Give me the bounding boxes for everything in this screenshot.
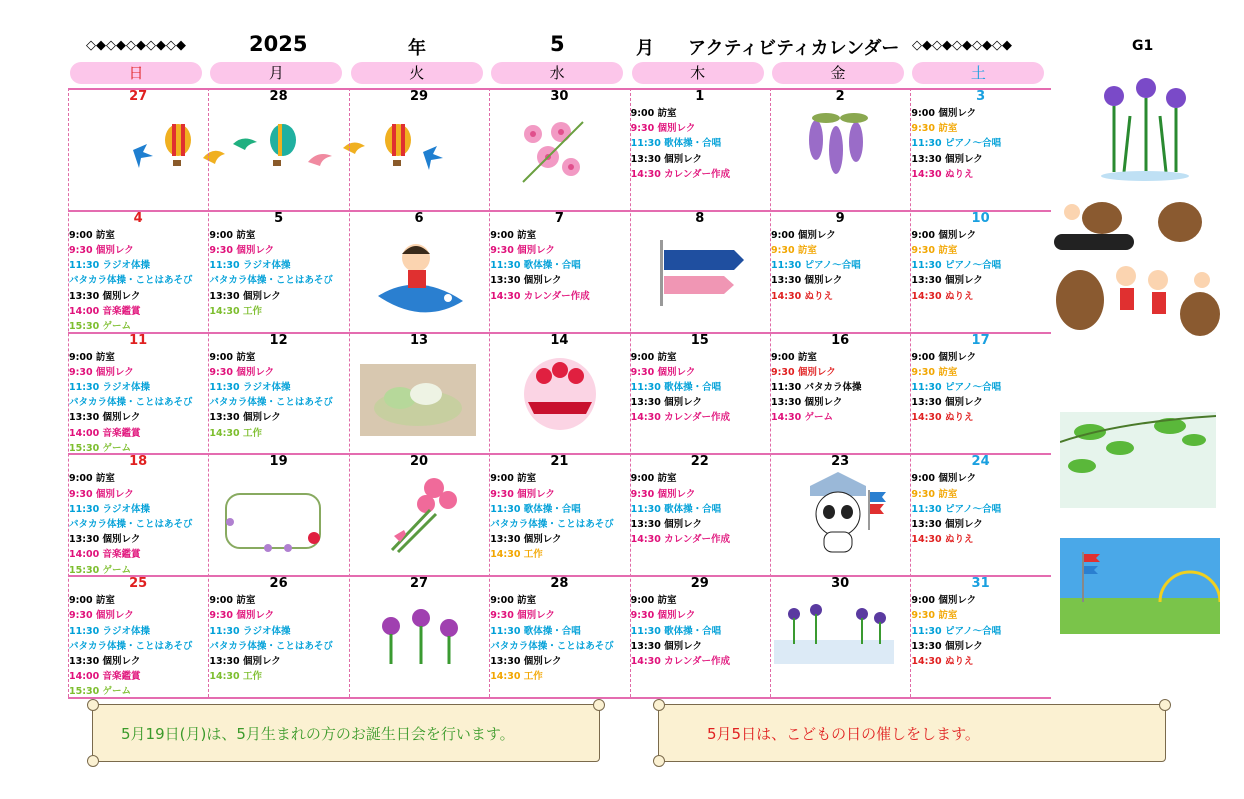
event-item: 13:30 個別レク: [69, 655, 141, 667]
iris-large-image: [1090, 76, 1200, 182]
event-item: 11:30 歌体操・合唱: [630, 625, 722, 637]
event-item: 14:30 工作: [490, 671, 543, 683]
event-item: 9:30 訪室: [911, 123, 958, 135]
event-item: 15:30 ゲーム: [69, 564, 132, 576]
event-item: 13:30 個別レク: [490, 655, 562, 667]
event-list: [771, 350, 862, 426]
day-number: 24: [971, 454, 990, 470]
day-number: 19: [269, 454, 288, 470]
day-number: 13: [409, 332, 429, 348]
grid-divider-horizontal: [68, 453, 1051, 455]
event-item: 9:30 個別レク: [771, 366, 836, 378]
event-item: 11:30 パタカラ体操: [771, 381, 862, 393]
childrens-day-note-scroll: [658, 704, 1166, 762]
event-item: 14:30 ぬりえ: [911, 655, 974, 667]
event-item: 13:30 個別レク: [490, 275, 562, 287]
event-item: 9:00 個別レク: [911, 108, 977, 119]
day-number: 9: [835, 210, 845, 226]
weekday-header: [68, 62, 1051, 86]
grid-divider-vertical: [349, 88, 350, 697]
event-item: 13:30 個別レク: [69, 534, 141, 546]
weekday-6: 土: [912, 62, 1044, 84]
event-item: 11:30 ラジオ体操: [209, 381, 291, 393]
day-cell: [630, 332, 770, 454]
day-number: 12: [269, 332, 288, 348]
event-item: 14:30 カレンダー作成: [630, 412, 731, 424]
event-item: 13:30 個別レク: [209, 290, 281, 302]
event-item: 13:30 個別レク: [69, 290, 141, 302]
event-item: 14:00 音楽鑑賞: [69, 549, 141, 561]
event-item: 13:30 個別レク: [911, 640, 983, 652]
day-number: 30: [831, 576, 850, 592]
day-cell: [770, 88, 910, 210]
event-item: 9:00 個別レク: [771, 229, 836, 241]
event-list: [209, 350, 333, 441]
event-item: 9:30 個別レク: [69, 244, 134, 256]
childrens-day-note-text: 5月5日は、こどもの日の催しをします。: [707, 725, 980, 743]
day-number: 11: [129, 332, 148, 348]
day-cell: [349, 88, 489, 210]
event-item: 11:30 歌体操・合唱: [630, 503, 722, 515]
event-item: 13:30 個別レク: [911, 518, 983, 530]
event-item: 9:00 個別レク: [911, 229, 977, 241]
event-item: 13:30 個別レク: [911, 153, 983, 165]
event-item: 9:30 個別レク: [490, 244, 555, 256]
day-cell: [208, 575, 348, 697]
grid-divider-horizontal: [68, 332, 1051, 334]
event-item: 9:30 個別レク: [209, 610, 275, 622]
event-item: 9:30 個別レク: [209, 366, 275, 378]
event-list: [911, 228, 1001, 304]
title-diamonds-left: ◇◆◇◆◇◆◇◆◇◆: [86, 38, 186, 53]
event-item: 11:30 ピアノ～合唱: [911, 625, 1002, 637]
event-item: パタカラ体操・ことはあそび: [69, 640, 193, 652]
event-list: [69, 471, 193, 577]
weekday-4: 木: [632, 62, 764, 84]
event-item: 13:30 個別レク: [630, 518, 702, 530]
day-number: 21: [550, 454, 569, 470]
birthday-note-text: 5月19日(月)は、5月生まれの方のお誕生日会を行います。: [121, 725, 515, 743]
day-cell: [770, 332, 910, 454]
day-number: 17: [971, 332, 990, 348]
weekday-3: 水: [491, 62, 623, 84]
spring-field-image: [1060, 538, 1220, 634]
day-number: 22: [690, 454, 709, 470]
event-list: [771, 228, 861, 304]
event-item: 9:30 個別レク: [630, 610, 696, 622]
weekday-0: 日: [70, 62, 202, 84]
event-item: 9:30 訪室: [771, 244, 817, 256]
birthday-note-scroll: [92, 704, 600, 762]
day-number: 4: [133, 210, 143, 226]
grid-divider-horizontal: [68, 88, 1051, 90]
day-number: 28: [269, 89, 288, 104]
day-number: 18: [129, 454, 148, 470]
day-cell: [349, 210, 489, 332]
event-item: 9:30 個別レク: [69, 610, 134, 622]
event-item: 14:30 カレンダー作成: [490, 290, 590, 302]
day-number: 7: [554, 210, 564, 226]
event-item: 14:30 ぬりえ: [911, 412, 974, 424]
grid-divider-horizontal: [68, 697, 1051, 699]
day-cell: [349, 453, 489, 575]
grid-divider-vertical: [910, 88, 911, 697]
day-number: 27: [409, 576, 429, 592]
event-item: 13:30 個別レク: [69, 412, 141, 424]
day-cell: [208, 453, 348, 575]
event-item: 11:30 ラジオ体操: [69, 260, 151, 272]
event-item: 13:30 個別レク: [490, 534, 562, 546]
event-item: パタカラ体操・ことはあそび: [209, 397, 333, 409]
event-item: 11:30 ラジオ体操: [209, 260, 291, 272]
event-item: 13:30 個別レク: [771, 397, 843, 409]
event-list: [209, 228, 333, 319]
event-item: 9:30 個別レク: [630, 123, 696, 135]
event-item: 14:30 工作: [209, 671, 262, 683]
event-item: 11:30 歌体操・合唱: [490, 260, 581, 272]
day-number: 8: [695, 210, 705, 226]
event-list: [911, 593, 1001, 669]
day-number: 2: [835, 89, 845, 104]
event-item: 11:30 ラジオ体操: [209, 625, 291, 637]
kintaro-bear-image: [1052, 196, 1222, 352]
event-item: パタカラ体操・ことはあそび: [69, 518, 193, 530]
green-leaves-image: [1060, 412, 1216, 508]
event-item: 9:30 訪室: [911, 488, 958, 500]
event-list: [69, 593, 193, 699]
event-list: [209, 593, 333, 684]
day-number: 1: [695, 89, 705, 104]
grid-divider-vertical: [489, 88, 490, 697]
event-item: パタカラ体操・ことはあそび: [490, 518, 614, 530]
day-cell: [630, 575, 770, 697]
title-year: 2025: [249, 32, 308, 56]
title-month-suffix: 月: [636, 38, 654, 59]
event-item: 9:30 個別レク: [209, 244, 275, 256]
event-item: 13:30 個別レク: [209, 412, 281, 424]
event-list: [631, 593, 730, 669]
event-item: 9:00 訪室: [69, 595, 115, 607]
day-cell: [770, 575, 910, 697]
event-item: 14:30 カレンダー作成: [630, 655, 731, 667]
event-item: 15:30 ゲーム: [69, 442, 132, 454]
event-item: 9:00 訪室: [209, 229, 256, 241]
event-item: 9:00 訪室: [630, 595, 677, 607]
event-list: [490, 228, 589, 304]
event-item: 9:00 訪室: [630, 108, 677, 119]
day-cell: [68, 210, 208, 332]
calendar-grid: [68, 88, 1051, 697]
event-item: 11:30 ピアノ～合唱: [771, 260, 861, 272]
day-cell: [349, 575, 489, 697]
event-list: [69, 350, 193, 456]
day-number: 31: [971, 576, 990, 592]
event-item: 11:30 歌体操・合唱: [490, 503, 581, 515]
day-cell: [208, 210, 348, 332]
weekday-5: 金: [772, 62, 904, 84]
day-number: 25: [129, 576, 148, 592]
event-item: 9:00 訪室: [490, 229, 537, 241]
day-number: 6: [414, 210, 424, 226]
event-item: 14:30 ぬりえ: [911, 168, 974, 180]
event-item: 14:00 音楽鑑賞: [69, 427, 141, 439]
event-item: 9:00 訪室: [630, 351, 677, 363]
event-item: 11:30 ピアノ～合唱: [911, 260, 1002, 272]
event-item: 14:30 カレンダー作成: [630, 168, 731, 180]
day-number: 10: [971, 210, 990, 226]
day-cell: [910, 88, 1050, 210]
event-item: パタカラ体操・ことはあそび: [209, 640, 333, 652]
day-number: 23: [831, 454, 850, 470]
day-cell: [910, 210, 1050, 332]
event-item: 9:30 訪室: [911, 610, 958, 622]
event-list: [911, 350, 1001, 426]
event-item: 11:30 ラジオ体操: [69, 503, 151, 515]
day-cell: [208, 88, 348, 210]
event-list: [911, 106, 1001, 182]
event-item: 14:30 ぬりえ: [911, 290, 974, 302]
event-item: 9:00 訪室: [490, 473, 537, 485]
day-cell: [489, 453, 629, 575]
day-number: 28: [550, 576, 569, 592]
event-item: 9:00 訪室: [490, 595, 537, 607]
day-cell: [910, 453, 1050, 575]
event-item: 9:00 個別レク: [911, 473, 977, 485]
day-cell: [68, 88, 208, 210]
event-list: [911, 471, 1001, 547]
event-item: 9:00 訪室: [630, 473, 677, 485]
event-item: 9:00 訪室: [771, 351, 817, 363]
grid-divider-horizontal: [68, 575, 1051, 577]
day-number: 15: [690, 332, 709, 348]
grid-divider-vertical: [630, 88, 631, 697]
event-item: 13:30 個別レク: [771, 275, 843, 287]
day-cell: [910, 575, 1050, 697]
event-item: 13:30 個別レク: [911, 275, 983, 287]
event-item: 15:30 ゲーム: [69, 686, 132, 698]
event-item: 9:00 個別レク: [911, 595, 977, 607]
day-number: 30: [550, 89, 569, 104]
day-number: 16: [831, 332, 850, 348]
event-item: 11:30 歌体操・合唱: [490, 625, 581, 637]
day-cell: [489, 332, 629, 454]
event-item: 9:00 訪室: [69, 229, 115, 241]
day-cell: [349, 332, 489, 454]
day-cell: [910, 332, 1050, 454]
day-number: 5: [274, 210, 284, 226]
event-item: 14:30 ぬりえ: [911, 534, 974, 546]
event-item: 11:30 ラジオ体操: [69, 625, 151, 637]
event-item: 9:30 個別レク: [630, 366, 696, 378]
title-text: アクティビティカレンダー: [688, 38, 900, 59]
event-item: 11:30 ピアノ～合唱: [911, 138, 1002, 150]
event-item: 9:00 訪室: [69, 473, 115, 485]
day-number: 29: [409, 89, 429, 104]
day-cell: [68, 453, 208, 575]
group-label: G1: [1132, 38, 1154, 54]
event-item: 14:30 ぬりえ: [771, 290, 834, 302]
day-cell: [68, 575, 208, 697]
day-cell: [68, 332, 208, 454]
event-item: 11:30 ピアノ～合唱: [911, 381, 1002, 393]
day-number: 3: [976, 89, 986, 104]
event-item: パタカラ体操・ことはあそび: [69, 275, 193, 287]
event-list: [490, 593, 614, 684]
event-item: 9:30 個別レク: [490, 488, 555, 500]
day-number: 20: [409, 454, 429, 470]
event-item: 13:30 個別レク: [630, 640, 702, 652]
event-item: 14:30 工作: [209, 305, 262, 317]
event-item: パタカラ体操・ことはあそび: [209, 275, 333, 287]
day-cell: [489, 210, 629, 332]
event-item: 9:30 個別レク: [490, 610, 555, 622]
event-item: 9:00 個別レク: [911, 351, 977, 363]
grid-divider-vertical: [68, 88, 69, 697]
event-item: 11:30 ラジオ体操: [69, 381, 151, 393]
day-cell: [208, 332, 348, 454]
grid-divider-vertical: [208, 88, 209, 697]
event-list: [631, 106, 730, 182]
event-item: 9:30 個別レク: [630, 488, 696, 500]
title-month: 5: [550, 32, 565, 56]
day-cell: [489, 88, 629, 210]
day-number: 27: [129, 89, 148, 104]
event-list: [490, 471, 614, 562]
event-list: [631, 350, 730, 426]
event-item: 9:30 訪室: [911, 244, 958, 256]
event-item: 14:30 工作: [490, 549, 543, 561]
event-item: 11:30 歌体操・合唱: [630, 381, 722, 393]
event-item: 9:30 個別レク: [69, 488, 134, 500]
day-cell: [770, 453, 910, 575]
day-cell: [770, 210, 910, 332]
event-item: 13:30 個別レク: [911, 397, 983, 409]
day-cell: [489, 575, 629, 697]
event-list: [69, 228, 193, 334]
event-item: 14:30 工作: [209, 427, 262, 439]
event-item: 13:30 個別レク: [209, 655, 281, 667]
event-list: [631, 471, 730, 547]
day-number: 14: [550, 332, 569, 348]
event-item: 14:30 ゲーム: [771, 412, 834, 424]
event-item: 15:30 ゲーム: [69, 320, 132, 332]
day-cell: [630, 453, 770, 575]
day-cell: [630, 210, 770, 332]
grid-divider-horizontal: [68, 210, 1051, 212]
title-year-suffix: 年: [408, 38, 426, 59]
weekday-1: 月: [210, 62, 342, 84]
title-diamonds-right: ◇◆◇◆◇◆◇◆◇◆: [912, 38, 1012, 53]
event-item: 9:00 訪室: [209, 351, 256, 363]
event-item: 13:30 個別レク: [630, 153, 702, 165]
event-item: 11:30 ピアノ～合唱: [911, 503, 1002, 515]
grid-divider-vertical: [770, 88, 771, 697]
day-number: 29: [690, 576, 709, 592]
event-item: 9:30 個別レク: [69, 366, 134, 378]
event-item: パタカラ体操・ことはあそび: [69, 397, 193, 409]
event-item: 11:30 歌体操・合唱: [630, 138, 722, 150]
event-item: 9:00 訪室: [69, 351, 115, 363]
event-item: 9:00 訪室: [209, 595, 256, 607]
event-item: パタカラ体操・ことはあそび: [490, 640, 614, 652]
day-cell: [630, 88, 770, 210]
weekday-2: 火: [351, 62, 483, 84]
event-item: 14:30 カレンダー作成: [630, 534, 731, 546]
event-item: 14:00 音楽鑑賞: [69, 305, 141, 317]
event-item: 13:30 個別レク: [630, 397, 702, 409]
event-item: 14:00 音楽鑑賞: [69, 671, 141, 683]
event-item: 9:30 訪室: [911, 366, 958, 378]
day-number: 26: [269, 576, 288, 592]
